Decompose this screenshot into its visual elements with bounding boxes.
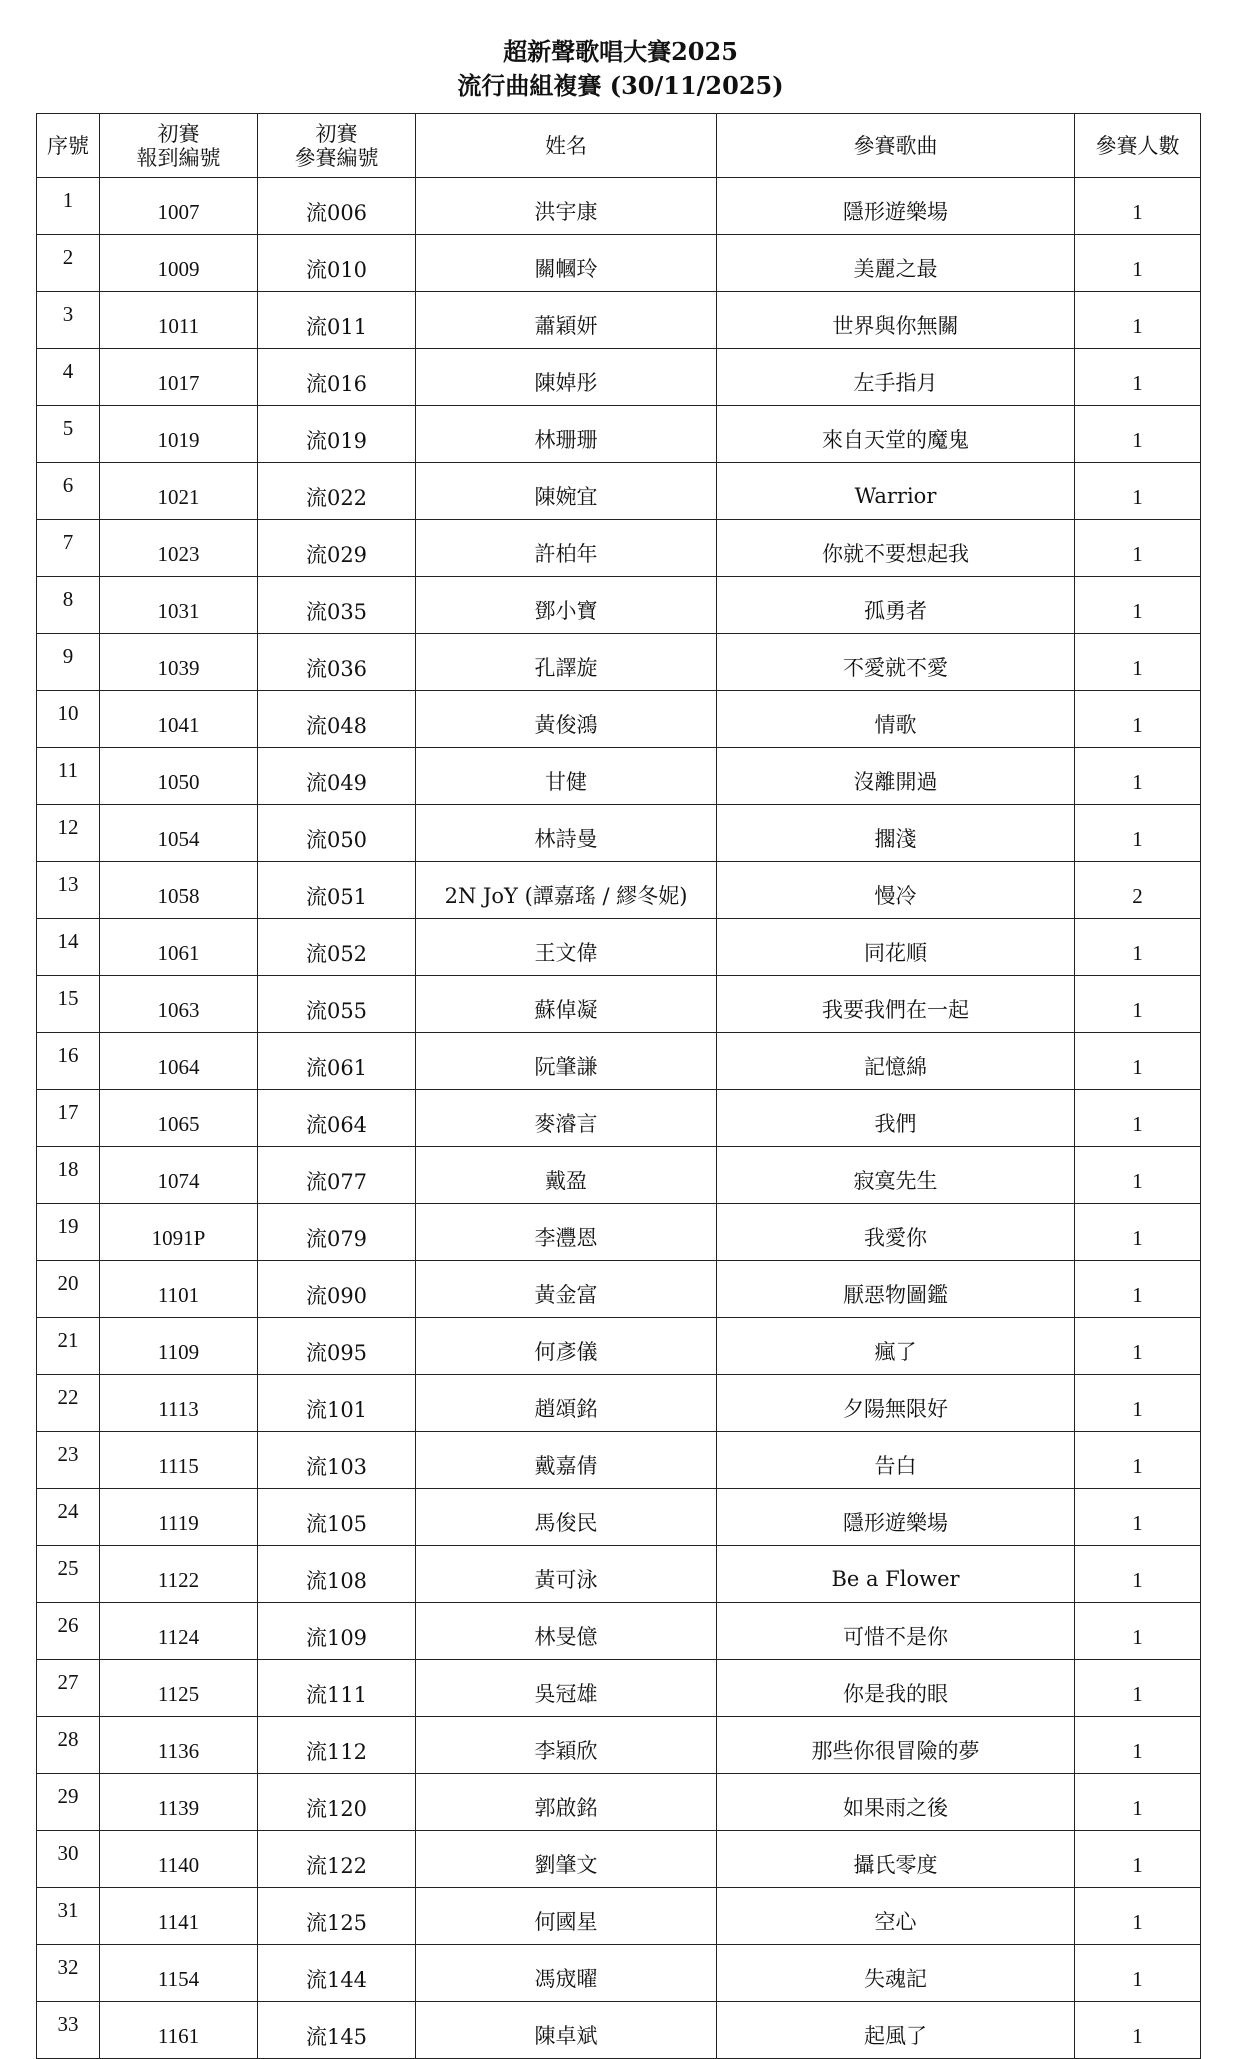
table-header-row	[37, 114, 1201, 178]
song-cell: 攝氏零度	[717, 1831, 1075, 1888]
name-cell: 麥濬言	[416, 1090, 717, 1147]
participants-cell: 1	[1075, 520, 1201, 577]
table-row	[37, 292, 1201, 349]
table-row	[37, 406, 1201, 463]
table-row	[37, 1375, 1201, 1432]
song-cell: 瘋了	[717, 1318, 1075, 1375]
name-cell: 鄧小寶	[416, 577, 717, 634]
table-row	[37, 1489, 1201, 1546]
name-cell: 2N JoY (譚嘉瑤 / 繆冬妮)	[416, 862, 717, 919]
checkin-no-cell: 1101	[100, 1261, 258, 1318]
participants-cell: 1	[1075, 577, 1201, 634]
name-cell: 吳冠雄	[416, 1660, 717, 1717]
song-cell: 沒離開過	[717, 748, 1075, 805]
song-cell: 你是我的眼	[717, 1660, 1075, 1717]
seq-cell: 22	[37, 1375, 100, 1432]
participants-cell: 1	[1075, 1090, 1201, 1147]
checkin-no-cell: 1091P	[100, 1204, 258, 1261]
song-header	[717, 114, 1075, 178]
checkin-no-cell: 1019	[100, 406, 258, 463]
entry-no-cell: 流022	[258, 463, 416, 520]
song-cell: 起風了	[717, 2002, 1075, 2059]
name-cell: 李灃恩	[416, 1204, 717, 1261]
checkin-no-cell: 1011	[100, 292, 258, 349]
song-cell: 失魂記	[717, 1945, 1075, 2002]
name-cell: 林珊珊	[416, 406, 717, 463]
name-cell: 劉肇文	[416, 1831, 717, 1888]
participants-cell: 1	[1075, 1033, 1201, 1090]
participants-cell: 1	[1075, 1546, 1201, 1603]
table-row	[37, 178, 1201, 235]
checkin-no-cell: 1074	[100, 1147, 258, 1204]
entry-no-cell: 流035	[258, 577, 416, 634]
checkin-no-cell: 1054	[100, 805, 258, 862]
song-cell: 情歌	[717, 691, 1075, 748]
entry-no-cell: 流125	[258, 1888, 416, 1945]
song-cell: 我要我們在一起	[717, 976, 1075, 1033]
checkin-no-cell: 1109	[100, 1318, 258, 1375]
seq-cell: 16	[37, 1033, 100, 1090]
participants-cell: 1	[1075, 1603, 1201, 1660]
name-cell: 洪宇康	[416, 178, 717, 235]
seq-cell: 25	[37, 1546, 100, 1603]
song-cell: 不愛就不愛	[717, 634, 1075, 691]
song-cell: Warrior	[717, 463, 1075, 520]
participants-cell: 1	[1075, 1261, 1201, 1318]
song-cell: 厭惡物圖鑑	[717, 1261, 1075, 1318]
checkin-no-cell: 1136	[100, 1717, 258, 1774]
song-cell: 擱淺	[717, 805, 1075, 862]
checkin-no-cell: 1140	[100, 1831, 258, 1888]
entry-no-cell: 流101	[258, 1375, 416, 1432]
participants-cell: 1	[1075, 1489, 1201, 1546]
song-cell: 世界與你無關	[717, 292, 1075, 349]
song-cell: 我愛你	[717, 1204, 1075, 1261]
name-cell: 蘇倬凝	[416, 976, 717, 1033]
seq-cell: 11	[37, 748, 100, 805]
entry-no-cell: 流049	[258, 748, 416, 805]
table-row	[37, 1831, 1201, 1888]
entry-no-cell: 流077	[258, 1147, 416, 1204]
checkin-no-cell: 1154	[100, 1945, 258, 2002]
name-cell: 甘健	[416, 748, 717, 805]
page-title: 超新聲歌唱大賽2025	[503, 37, 738, 66]
participants-cell: 1	[1075, 349, 1201, 406]
entry-no-cell: 流051	[258, 862, 416, 919]
seq-cell: 13	[37, 862, 100, 919]
seq-cell: 23	[37, 1432, 100, 1489]
table-row	[37, 1261, 1201, 1318]
entry-no-cell: 流079	[258, 1204, 416, 1261]
checkin-no-cell: 1161	[100, 2002, 258, 2059]
name-cell: 阮肇謙	[416, 1033, 717, 1090]
song-cell: 來自天堂的魔鬼	[717, 406, 1075, 463]
name-cell: 王文偉	[416, 919, 717, 976]
name-cell: 趙頌銘	[416, 1375, 717, 1432]
entry-no-cell: 流019	[258, 406, 416, 463]
seq-cell: 14	[37, 919, 100, 976]
checkin-no-cell: 1139	[100, 1774, 258, 1831]
participants-cell: 1	[1075, 1660, 1201, 1717]
seq-cell: 27	[37, 1660, 100, 1717]
contestant-table	[36, 113, 1201, 2059]
entry-no-cell: 流036	[258, 634, 416, 691]
entry-no-cell: 流055	[258, 976, 416, 1033]
entry-no-cell: 流006	[258, 178, 416, 235]
participants-cell: 1	[1075, 805, 1201, 862]
seq-cell: 21	[37, 1318, 100, 1375]
table-body	[37, 178, 1201, 2059]
name-cell: 孔譯旋	[416, 634, 717, 691]
table-row	[37, 1090, 1201, 1147]
participants-header	[1075, 114, 1201, 178]
seq-cell: 1	[37, 178, 100, 235]
checkin-no-cell: 1041	[100, 691, 258, 748]
table-row	[37, 235, 1201, 292]
seq-cell: 20	[37, 1261, 100, 1318]
entry-no-cell: 流064	[258, 1090, 416, 1147]
name-cell: 蕭穎妍	[416, 292, 717, 349]
table-row	[37, 1033, 1201, 1090]
entry-no-cell: 流061	[258, 1033, 416, 1090]
name-cell: 戴盈	[416, 1147, 717, 1204]
checkin-no-cell: 1007	[100, 178, 258, 235]
name-cell: 黃可泳	[416, 1546, 717, 1603]
song-cell: 如果雨之後	[717, 1774, 1075, 1831]
column-header-label: 參賽歌曲	[853, 133, 938, 158]
column-header-label: 報到編號	[136, 145, 221, 170]
participants-cell: 1	[1075, 748, 1201, 805]
song-cell: 我們	[717, 1090, 1075, 1147]
participants-cell: 1	[1075, 1318, 1201, 1375]
entry-no-cell: 流111	[258, 1660, 416, 1717]
checkin-no-cell: 1065	[100, 1090, 258, 1147]
name-cell: 戴嘉倩	[416, 1432, 717, 1489]
checkin-no-header	[100, 114, 258, 178]
seq-cell: 30	[37, 1831, 100, 1888]
participants-cell: 1	[1075, 1432, 1201, 1489]
name-cell: 何彥儀	[416, 1318, 717, 1375]
table-row	[37, 919, 1201, 976]
song-cell: 隱形遊樂場	[717, 178, 1075, 235]
seq-cell: 18	[37, 1147, 100, 1204]
name-cell: 李穎欣	[416, 1717, 717, 1774]
seq-cell: 12	[37, 805, 100, 862]
name-header	[416, 114, 717, 178]
table-row	[37, 577, 1201, 634]
entry-no-cell: 流048	[258, 691, 416, 748]
participants-cell: 2	[1075, 862, 1201, 919]
entry-no-cell: 流105	[258, 1489, 416, 1546]
participants-cell: 1	[1075, 1945, 1201, 2002]
seq-cell: 3	[37, 292, 100, 349]
table-row	[37, 634, 1201, 691]
name-cell: 馮宬曜	[416, 1945, 717, 2002]
seq-header	[37, 114, 100, 178]
table-row	[37, 1774, 1201, 1831]
table-row	[37, 1945, 1201, 2002]
entry-no-cell: 流095	[258, 1318, 416, 1375]
checkin-no-cell: 1064	[100, 1033, 258, 1090]
seq-cell: 5	[37, 406, 100, 463]
table-row	[37, 463, 1201, 520]
entry-no-cell: 流120	[258, 1774, 416, 1831]
seq-cell: 6	[37, 463, 100, 520]
entry-no-cell: 流029	[258, 520, 416, 577]
checkin-no-cell: 1063	[100, 976, 258, 1033]
checkin-no-cell: 1125	[100, 1660, 258, 1717]
name-cell: 林旻億	[416, 1603, 717, 1660]
checkin-no-cell: 1061	[100, 919, 258, 976]
column-header-label: 參賽編號	[294, 145, 379, 170]
participants-cell: 1	[1075, 292, 1201, 349]
name-cell: 林詩曼	[416, 805, 717, 862]
seq-cell: 15	[37, 976, 100, 1033]
checkin-no-cell: 1119	[100, 1489, 258, 1546]
participants-cell: 1	[1075, 976, 1201, 1033]
name-cell: 關幗玲	[416, 235, 717, 292]
song-cell: 那些你很冒險的夢	[717, 1717, 1075, 1774]
participants-cell: 1	[1075, 919, 1201, 976]
checkin-no-cell: 1031	[100, 577, 258, 634]
entry-no-cell: 流052	[258, 919, 416, 976]
seq-cell: 4	[37, 349, 100, 406]
table-row	[37, 691, 1201, 748]
participants-cell: 1	[1075, 1831, 1201, 1888]
seq-cell: 24	[37, 1489, 100, 1546]
table-row	[37, 2002, 1201, 2059]
checkin-no-cell: 1113	[100, 1375, 258, 1432]
participants-cell: 1	[1075, 1204, 1201, 1261]
participants-cell: 1	[1075, 406, 1201, 463]
song-cell: 慢冷	[717, 862, 1075, 919]
seq-cell: 19	[37, 1204, 100, 1261]
participants-cell: 1	[1075, 178, 1201, 235]
name-cell: 許柏年	[416, 520, 717, 577]
song-cell: 孤勇者	[717, 577, 1075, 634]
table-row	[37, 1888, 1201, 1945]
table-row	[37, 1147, 1201, 1204]
song-cell: 美麗之最	[717, 235, 1075, 292]
seq-cell: 10	[37, 691, 100, 748]
name-cell: 黃金富	[416, 1261, 717, 1318]
column-header-label: 參賽人數	[1095, 133, 1180, 158]
song-cell: Be a Flower	[717, 1546, 1075, 1603]
checkin-no-cell: 1009	[100, 235, 258, 292]
checkin-no-cell: 1021	[100, 463, 258, 520]
table-row	[37, 1318, 1201, 1375]
table-row	[37, 1660, 1201, 1717]
participants-cell: 1	[1075, 235, 1201, 292]
seq-cell: 33	[37, 2002, 100, 2059]
table-row	[37, 520, 1201, 577]
name-cell: 陳婉宜	[416, 463, 717, 520]
checkin-no-cell: 1122	[100, 1546, 258, 1603]
song-cell: 寂寞先生	[717, 1147, 1075, 1204]
checkin-no-cell: 1141	[100, 1888, 258, 1945]
table-row	[37, 1204, 1201, 1261]
participants-cell: 1	[1075, 2002, 1201, 2059]
seq-cell: 26	[37, 1603, 100, 1660]
column-header-label: 初賽	[315, 121, 358, 146]
table-row	[37, 1717, 1201, 1774]
table-row	[37, 1603, 1201, 1660]
entry-no-cell: 流112	[258, 1717, 416, 1774]
seq-cell: 9	[37, 634, 100, 691]
page-subtitle: 流行曲組複賽 (30/11/2025)	[457, 71, 784, 100]
song-cell: 同花順	[717, 919, 1075, 976]
table-row	[37, 805, 1201, 862]
entry-no-cell: 流122	[258, 1831, 416, 1888]
entry-no-cell: 流011	[258, 292, 416, 349]
checkin-no-cell: 1017	[100, 349, 258, 406]
song-cell: 隱形遊樂場	[717, 1489, 1075, 1546]
song-cell: 記憶綿	[717, 1033, 1075, 1090]
checkin-no-cell: 1124	[100, 1603, 258, 1660]
table-row	[37, 1432, 1201, 1489]
participants-cell: 1	[1075, 1375, 1201, 1432]
table-row	[37, 862, 1201, 919]
participants-cell: 1	[1075, 1888, 1201, 1945]
seq-cell: 2	[37, 235, 100, 292]
name-cell: 馬俊民	[416, 1489, 717, 1546]
entry-no-cell: 流050	[258, 805, 416, 862]
table-row	[37, 748, 1201, 805]
seq-cell: 29	[37, 1774, 100, 1831]
song-cell: 告白	[717, 1432, 1075, 1489]
checkin-no-cell: 1050	[100, 748, 258, 805]
seq-cell: 8	[37, 577, 100, 634]
table-row	[37, 976, 1201, 1033]
participants-cell: 1	[1075, 691, 1201, 748]
entry-no-cell: 流090	[258, 1261, 416, 1318]
participants-cell: 1	[1075, 1717, 1201, 1774]
song-cell: 你就不要想起我	[717, 520, 1075, 577]
seq-cell: 17	[37, 1090, 100, 1147]
name-cell: 郭啟銘	[416, 1774, 717, 1831]
entry-no-cell: 流010	[258, 235, 416, 292]
participants-cell: 1	[1075, 1774, 1201, 1831]
name-cell: 黃俊鴻	[416, 691, 717, 748]
name-cell: 陳婥彤	[416, 349, 717, 406]
entry-no-cell: 流144	[258, 1945, 416, 2002]
entry-no-cell: 流145	[258, 2002, 416, 2059]
entry-no-cell: 流108	[258, 1546, 416, 1603]
song-cell: 空心	[717, 1888, 1075, 1945]
participants-cell: 1	[1075, 1147, 1201, 1204]
seq-cell: 28	[37, 1717, 100, 1774]
checkin-no-cell: 1115	[100, 1432, 258, 1489]
entry-no-cell: 流103	[258, 1432, 416, 1489]
participants-cell: 1	[1075, 634, 1201, 691]
column-header-label: 姓名	[545, 133, 587, 158]
seq-cell: 32	[37, 1945, 100, 2002]
checkin-no-cell: 1023	[100, 520, 258, 577]
song-cell: 可惜不是你	[717, 1603, 1075, 1660]
song-cell: 左手指月	[717, 349, 1075, 406]
seq-cell: 7	[37, 520, 100, 577]
name-cell: 何國星	[416, 1888, 717, 1945]
name-cell: 陳卓斌	[416, 2002, 717, 2059]
entry-no-cell: 流109	[258, 1603, 416, 1660]
checkin-no-cell: 1058	[100, 862, 258, 919]
participants-cell: 1	[1075, 463, 1201, 520]
seq-cell: 31	[37, 1888, 100, 1945]
entry-no-header	[258, 114, 416, 178]
table-row	[37, 349, 1201, 406]
column-header-label: 初賽	[157, 121, 200, 146]
column-header-label: 序號	[47, 133, 89, 158]
song-cell: 夕陽無限好	[717, 1375, 1075, 1432]
entry-no-cell: 流016	[258, 349, 416, 406]
checkin-no-cell: 1039	[100, 634, 258, 691]
table-row	[37, 1546, 1201, 1603]
